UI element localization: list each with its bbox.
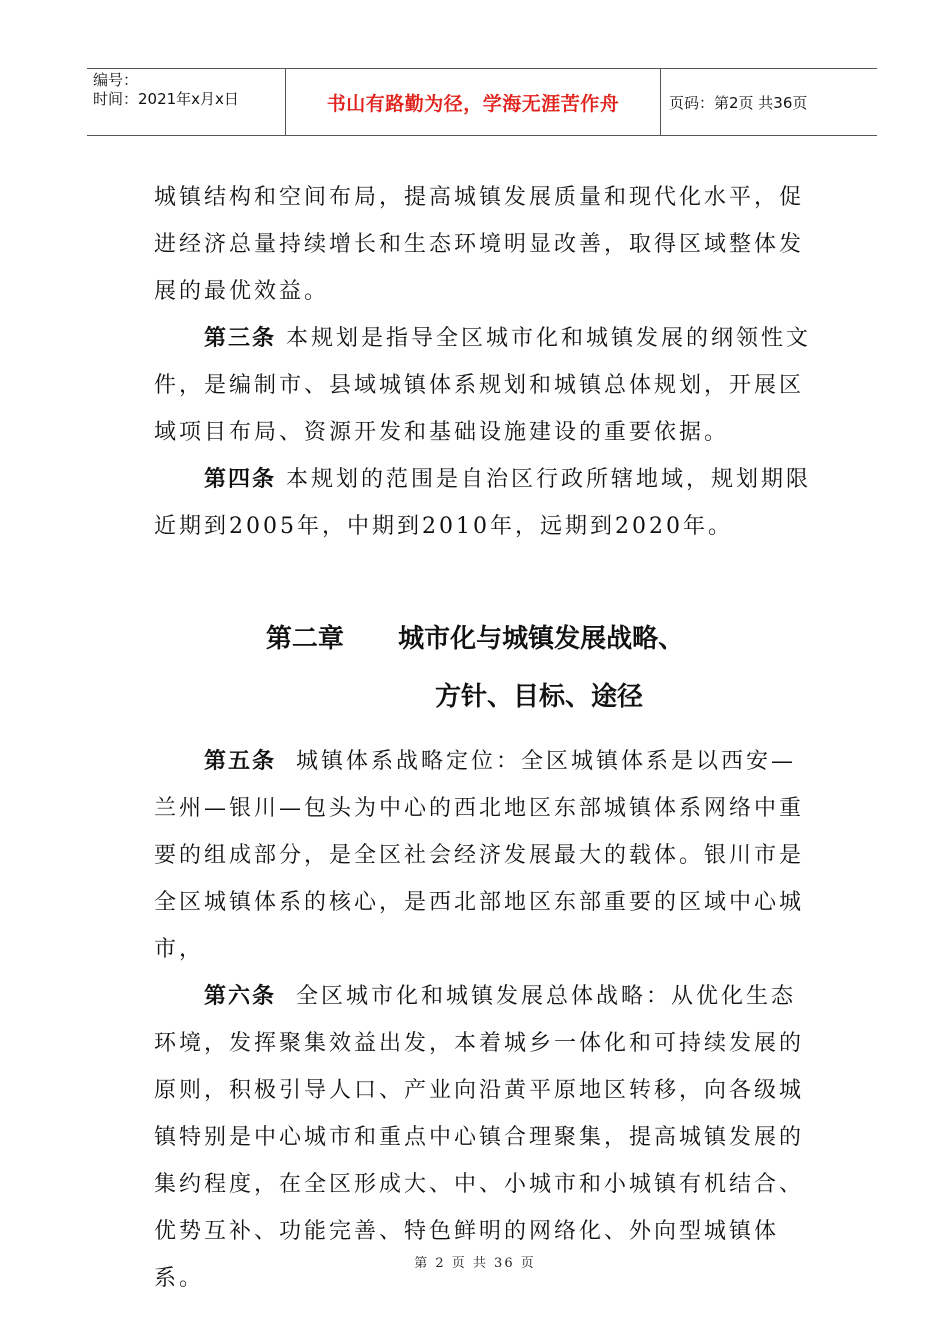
article-3-text: 本规划是指导全区城市化和城镇发展的纲领性文件，是编制市、县域城镇体系规划和城镇总体规划，开展区域项目布局、资源开发和基础设施建设的重要依据。 (154, 326, 812, 445)
article-4 (154, 456, 814, 550)
time-label: 时间：2021年x月x日 (93, 90, 239, 108)
paragraph-continuation: 城镇结构和空间布局，提高城镇发展质量和现代化水平，促进经济总量持续增长和生态环境明显改善，取得区域整体发展的最优效益。 (154, 185, 805, 304)
number-label: 编号： (93, 71, 139, 89)
chapter-title-line1: 第二章 城市化与城镇发展战略、 (265, 624, 685, 654)
chapter-title-line2: 方针、目标、途径 (434, 682, 643, 712)
header-page-info: 页码：第2页 共36页 (669, 93, 808, 112)
article-6-text: 全区城市化和城镇发展总体战略：从优化生态环境，发挥聚集效益出发，本着城乡一体化和可持续发展的原则，积极引导人口、产业向沿黄平原地区转移，向各级城镇特别是中心城市和重点中心镇合理聚集，提高城镇发展的集约程度，在全区形成大、中、小城市和小城镇有机结合、优势互补、功能完善、特色鲜明的网络化、外向型城镇体系。 (154, 984, 805, 1291)
article-4-text: 本规划的范围是自治区行政所辖地域，规划期限近期到2005年，中期到2010年，远期到2020年。 (154, 467, 812, 539)
strategy-section (154, 738, 814, 1302)
article-6-label: 第六条 (204, 984, 277, 1009)
article-4-label: 第四条 (204, 467, 277, 492)
article-5-label: 第五条 (204, 749, 277, 774)
page-footer: 第 2 页 共 36 页 (414, 1256, 536, 1271)
page-header (87, 68, 877, 136)
intro-section (154, 174, 814, 550)
header-motto: 书山有路勤为径，学海无涯苦作舟 (286, 69, 661, 135)
article-5 (154, 738, 814, 973)
article-5-text: 城镇体系战略定位：全区城镇体系是以西安—兰州—银川—包头为中心的西北地区东部城镇体系网络中重要的组成部分，是全区社会经济发展最大的载体。银川市是全区城镇体系的核心，是西北部地区东部重要的区域中心城市， (154, 749, 805, 962)
header-meta (87, 69, 286, 135)
article-3 (154, 315, 814, 456)
article-3-label: 第三条 (204, 326, 277, 351)
